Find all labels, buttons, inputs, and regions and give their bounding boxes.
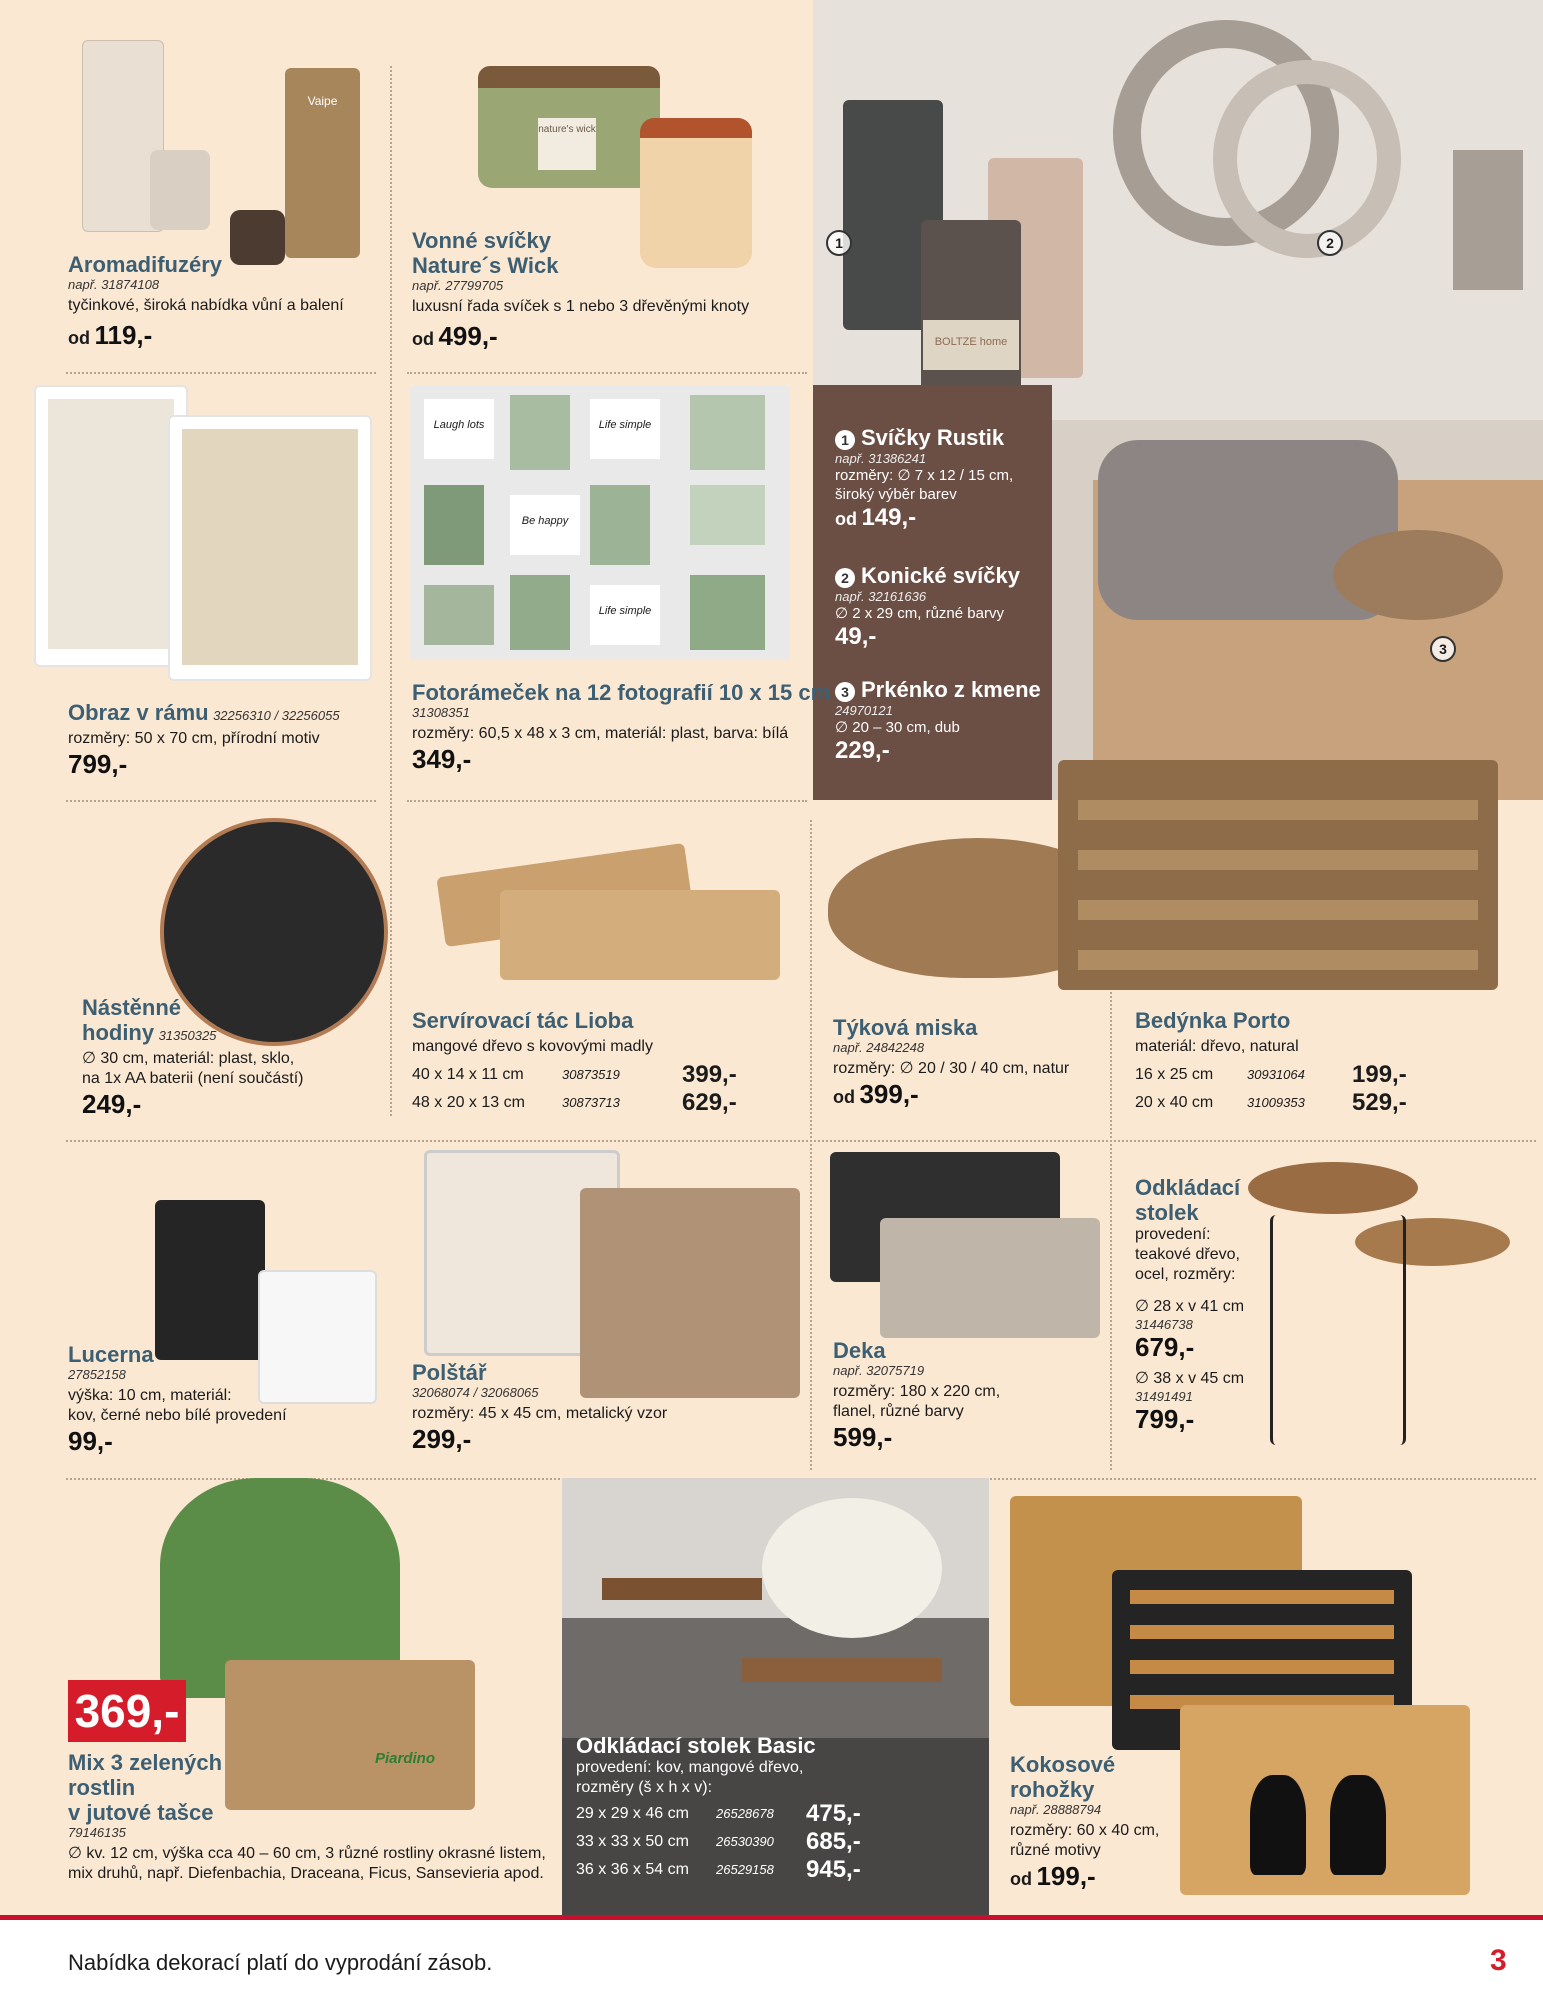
product-code: 79146135 (68, 1825, 126, 1840)
wooden-crate-image (1058, 760, 1498, 990)
product-code: 24970121 (835, 703, 893, 718)
variant-code: 31009353 (1247, 1095, 1305, 1110)
product-desc: mix druhů, např. Diefenbachia, Draceana, Ficus, Sansevieria apod. (68, 1865, 544, 1882)
variant-size: ∅ 28 x v 41 cm (1135, 1298, 1245, 1315)
product-title: Aromadifuzéry (68, 252, 223, 277)
variant-row (1135, 1089, 1407, 1117)
product-aroma (68, 252, 344, 351)
divider (66, 372, 376, 374)
product-bedynka (1135, 1008, 1407, 1117)
candle-image (478, 66, 660, 188)
price: 499,- (438, 321, 498, 351)
product-hodiny (82, 995, 303, 1120)
product-desc: tyčinkové, široká nabídka vůní a balení (68, 297, 344, 314)
product-code: např. 24842248 (833, 1040, 925, 1055)
marker-1-badge: 1 (835, 430, 855, 450)
price: 199,- (1036, 1861, 1096, 1891)
product-desc: ∅ 20 – 30 cm, dub (835, 719, 960, 736)
product-desc: rozměry: ∅ 20 / 30 / 40 cm, natur (833, 1060, 1070, 1077)
product-desc: flanel, různé barvy (833, 1403, 964, 1420)
product-title: Vonné svíčky (412, 228, 551, 253)
price-badge: 369,- (68, 1680, 186, 1742)
product-title: Odkládací stolek Basic (576, 1733, 816, 1758)
product-polstar (412, 1360, 667, 1455)
variant-row (1135, 1061, 1407, 1089)
product-desc: ∅ kv. 12 cm, výška cca 40 – 60 cm, 3 různé rostliny okrasné listem, (68, 1845, 546, 1862)
product-desc: ∅ 2 x 29 cm, různé barvy (835, 605, 1004, 622)
price: 399,- (859, 1079, 919, 1109)
variant-row (412, 1061, 737, 1089)
marker-2: 2 (1317, 230, 1343, 256)
variant-price: 629,- (682, 1089, 737, 1116)
variant-size: 20 x 40 cm (1135, 1094, 1214, 1111)
marker-3: 3 (1430, 636, 1456, 662)
variant-size: ∅ 38 x v 45 cm (1135, 1370, 1245, 1387)
product-ramecek (412, 680, 830, 775)
variant-price: 475,- (806, 1800, 861, 1827)
divider (407, 372, 807, 374)
divider (66, 800, 376, 802)
frame-text: Be happy (510, 495, 580, 555)
product-code: např. 32075719 (833, 1363, 925, 1378)
variant-size: 36 x 36 x 54 cm (576, 1861, 689, 1878)
product-lucerna (68, 1342, 287, 1457)
product-desc: teakové dřevo, (1135, 1246, 1240, 1263)
price-prefix: od (1010, 1869, 1032, 1889)
divider (390, 66, 392, 1116)
variant-row (412, 1089, 737, 1117)
divider (810, 820, 812, 1470)
serving-tray-image (500, 890, 780, 980)
product-desc: provedení: kov, mangové dřevo, (576, 1759, 804, 1776)
blanket-image (880, 1218, 1100, 1338)
product-desc: široký výběr barev (835, 486, 957, 503)
product-stolek (1135, 1175, 1244, 1435)
product-code: 31308351 (412, 705, 470, 720)
product-title: stolek (1135, 1200, 1199, 1225)
variant-code: 26530390 (716, 1834, 774, 1849)
candle-label: BOLTZE home (923, 320, 1019, 370)
price: 49,- (835, 623, 877, 650)
product-desc: rozměry: 60,5 x 48 x 3 cm, materiál: plast, barva: bílá (412, 725, 789, 742)
brand-logo: Piardino (375, 1750, 436, 1767)
product-code: např. 31386241 (835, 451, 927, 466)
variant-code: 26528678 (716, 1806, 774, 1821)
price-prefix: od (835, 509, 857, 529)
variant-price: 679,- (1135, 1332, 1195, 1362)
product-title: Svíčky Rustik (861, 425, 1005, 450)
page-number: 3 (1490, 1944, 1507, 1977)
lantern-image (155, 1200, 265, 1360)
product-code: např. 32161636 (835, 589, 927, 604)
product-desc: ∅ 30 cm, materiál: plast, sklo, (82, 1050, 295, 1067)
variant-size: 16 x 25 cm (1135, 1066, 1214, 1083)
product-code: např. 28888794 (1010, 1802, 1102, 1817)
product-title: Deka (833, 1338, 886, 1363)
price: 599,- (833, 1422, 893, 1452)
candle-info-panel (813, 385, 1052, 800)
product-rohozky (1010, 1752, 1159, 1892)
product-code: 27852158 (68, 1367, 126, 1382)
variant-row (576, 1828, 861, 1856)
product-title: hodiny (82, 1020, 155, 1045)
diffuser-bottle-image (150, 150, 210, 230)
product-desc: rozměry: 50 x 70 cm, přírodní motiv (68, 730, 320, 747)
variant-code: 30873713 (562, 1095, 620, 1110)
product-code: 32068074 / 32068065 (412, 1385, 539, 1400)
product-code: 31350325 (158, 1028, 217, 1043)
side-table-basic-photo (562, 1478, 989, 1915)
price-prefix: od (412, 329, 434, 349)
product-title: Lucerna (68, 1342, 154, 1367)
price: 99,- (68, 1426, 113, 1456)
price: 229,- (835, 737, 890, 764)
product-desc: rozměry (š x h x v): (576, 1779, 713, 1796)
footer (0, 1920, 1543, 2000)
product-title: Mix 3 zelených (68, 1750, 223, 1775)
variant-size: 33 x 33 x 50 cm (576, 1833, 689, 1850)
product-desc: kov, černé nebo bílé provedení (68, 1407, 287, 1424)
variant-price: 199,- (1352, 1061, 1407, 1088)
variant-code: 31446738 (1135, 1317, 1193, 1332)
variant-price: 529,- (1352, 1089, 1407, 1116)
picture-frame-image (168, 415, 372, 681)
product-title: Kokosové (1010, 1752, 1116, 1777)
frame-text: Laugh lots (424, 399, 494, 459)
frame-text: Life simple (590, 585, 660, 645)
product-title: Odkládací (1135, 1175, 1241, 1200)
product-title: Konické svíčky (861, 563, 1020, 588)
variant-price: 799,- (1135, 1404, 1195, 1434)
variant-price: 399,- (682, 1061, 737, 1088)
product-rostliny (68, 1750, 546, 1884)
price: 349,- (412, 744, 472, 774)
marker-2-badge: 2 (835, 568, 855, 588)
product-desc: na 1x AA baterii (není součástí) (82, 1070, 304, 1087)
product-desc: materiál: dřevo, natural (1135, 1038, 1299, 1055)
doormat-cats-image (1180, 1705, 1470, 1895)
product-desc: mangové dřevo s kovovými madly (412, 1038, 653, 1055)
product-desc: různé motivy (1010, 1842, 1101, 1859)
price-prefix: od (68, 328, 90, 348)
price: 149,- (861, 504, 917, 531)
product-desc: provedení: (1135, 1226, 1211, 1243)
picture-frame-image (34, 385, 188, 667)
price: 249,- (82, 1089, 142, 1119)
product-title: Nature´s Wick (412, 253, 559, 278)
product-desc: rozměry: 60 x 40 cm, (1010, 1822, 1160, 1839)
variant-code: 26529158 (716, 1862, 774, 1877)
price: 299,- (412, 1424, 472, 1454)
product-desc: rozměry: 45 x 45 cm, metalický vzor (412, 1405, 668, 1422)
product-obraz (68, 700, 340, 780)
marker-3-badge: 3 (835, 682, 855, 702)
variant-size: 29 x 29 x 46 cm (576, 1805, 689, 1822)
product-miska (833, 1015, 1069, 1110)
product-title: Prkénko z kmene (861, 677, 1041, 702)
variant-size: 40 x 14 x 11 cm (412, 1066, 524, 1083)
product-desc: rozměry: 180 x 220 cm, (833, 1383, 1001, 1400)
price: 119,- (94, 320, 153, 350)
product-title: Polštář (412, 1360, 487, 1385)
photo-collage-frame-image (410, 385, 790, 660)
diffuser-box-label: Vaipe (307, 94, 338, 108)
product-desc: rozměry: ∅ 7 x 12 / 15 cm, (835, 467, 1014, 484)
diffuser-box-image (285, 68, 360, 258)
product-title: Obraz v rámu (68, 700, 209, 725)
price: 799,- (68, 749, 128, 779)
price-prefix: od (833, 1087, 855, 1107)
marker-1: 1 (826, 230, 852, 256)
variant-price: 685,- (806, 1828, 861, 1855)
product-tac (412, 1008, 737, 1117)
candle-label: nature's wick (538, 118, 596, 170)
product-title: Nástěnné (82, 995, 182, 1020)
side-table-legs (1270, 1215, 1406, 1445)
product-code: např. 31874108 (68, 277, 160, 292)
product-desc: výška: 10 cm, materiál: (68, 1387, 232, 1404)
product-title: rohožky (1010, 1777, 1095, 1802)
footer-note: Nabídka dekorací platí do vyprodání zásob. (68, 1950, 493, 1975)
product-desc: luxusní řada svíček s 1 nebo 3 dřevěnými knoty (412, 298, 750, 315)
product-title: Servírovací tác Lioba (412, 1008, 634, 1033)
product-code: 32256310 / 32256055 (213, 708, 340, 723)
product-title: Bedýnka Porto (1135, 1008, 1291, 1033)
variant-row (576, 1800, 861, 1828)
variant-size: 48 x 20 x 13 cm (412, 1094, 525, 1111)
frame-text: Life simple (590, 399, 660, 459)
product-candles-nw (412, 228, 749, 352)
variant-price: 945,- (806, 1856, 861, 1883)
variant-code: 30873519 (562, 1067, 620, 1082)
divider (407, 800, 807, 802)
product-code: např. 27799705 (412, 278, 504, 293)
variant-row (576, 1856, 861, 1884)
side-table-image (1248, 1162, 1418, 1214)
product-title: rostlin (68, 1775, 136, 1800)
product-title: Fotorámeček na 12 fotografií 10 x 15 cm (412, 680, 831, 705)
product-desc: ocel, rozměry: (1135, 1266, 1236, 1283)
product-title: v jutové tašce (68, 1800, 214, 1825)
product-title: Týková miska (833, 1015, 978, 1040)
variant-code: 30931064 (1247, 1067, 1305, 1082)
divider (66, 1140, 1536, 1142)
variant-code: 31491491 (1135, 1389, 1193, 1404)
product-deka (833, 1338, 1000, 1453)
